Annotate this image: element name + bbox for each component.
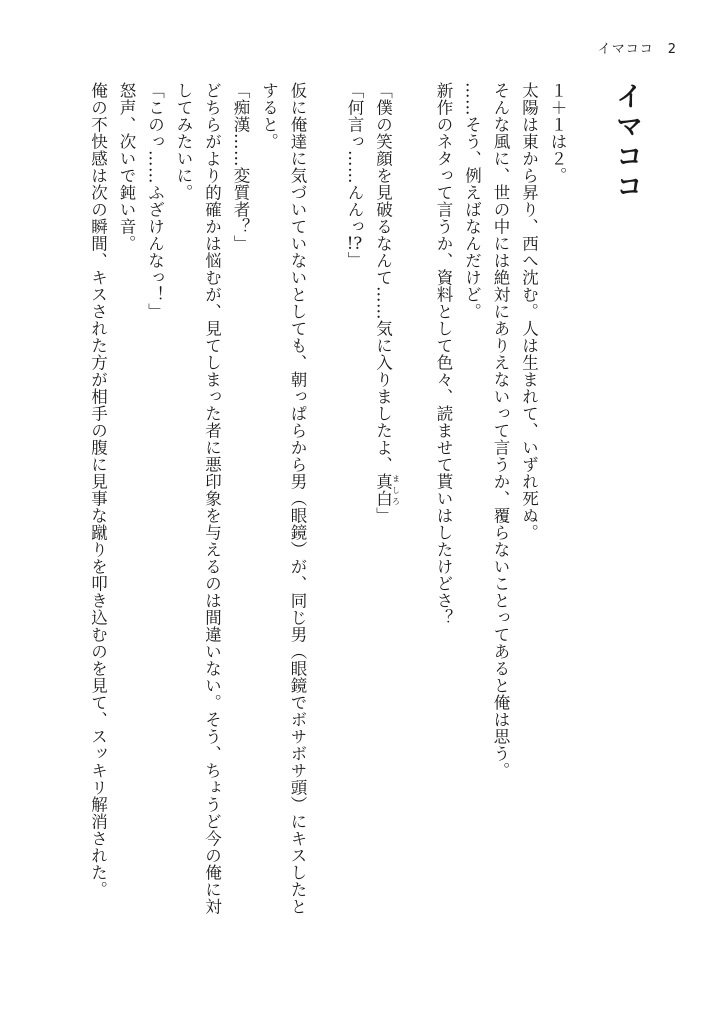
- running-header: [598, 38, 677, 57]
- vertical-text-body: [83, 82, 643, 962]
- dialogue-text: 「何言っ……んんっ: [345, 82, 364, 235]
- ruby-base: 真白: [373, 473, 393, 507]
- dialogue-close: 」: [373, 507, 393, 524]
- text-line: 怒声、次いで鈍い音。: [117, 82, 136, 252]
- text-line: そんな風に、世の中には絶対にありえないって言うか、覆らないことってあると俺は思う。: [491, 82, 510, 779]
- running-title: イマココ: [597, 42, 654, 57]
- text-line: 仮に俺達に気づいていないとしても、朝っぱらから男（眼鏡）が、同じ男（眼鏡でボサボサ頭）にキスしたと: [288, 82, 307, 915]
- dialogue-line: [340, 82, 369, 962]
- dialogue-close: 」: [345, 251, 364, 269]
- text-line: 太陽は東から昇り、西へ沈む。人は生まれて、いずれ死ぬ。: [519, 82, 539, 541]
- text-line: 新作のネタって言うか、資料として色々、読ませて貰いはしたけどさ？: [434, 82, 453, 626]
- text-line: すると。: [259, 82, 279, 150]
- text-line: １＋１は２。: [548, 82, 567, 184]
- dialogue-line: [368, 82, 400, 962]
- chapter-title: イマココ: [611, 82, 642, 202]
- dialogue-line: 「痴漢……変質者？」: [231, 82, 250, 252]
- ruby-name: [373, 473, 401, 507]
- tate-chu-yoko: !?: [346, 235, 363, 252]
- blank-line: [311, 82, 340, 962]
- blank-line: [400, 82, 429, 962]
- text-line: ……そう、例えばなんだけど。: [462, 82, 482, 320]
- ruby-reading: ましろ: [391, 473, 401, 507]
- dialogue-line: 「このっ……ふざけんなっ！」: [145, 82, 165, 320]
- text-line: してみたいに。: [174, 82, 193, 201]
- dialogue-text: 「僕の笑顔を見破るなんて……気に入りましたよ、: [373, 82, 393, 473]
- page-number: 2: [667, 42, 677, 57]
- text-line: どちらがより的確かは悩むが、見てしまった者に悪印象を与えるのは間違いない。そう、ちょうど今の俺に対: [202, 82, 222, 915]
- text-line: 俺の不快感は次の瞬間、キスされた方が相手の腹に見事な蹴りを叩き込むのを見て、スッキリ解消された。: [88, 82, 108, 898]
